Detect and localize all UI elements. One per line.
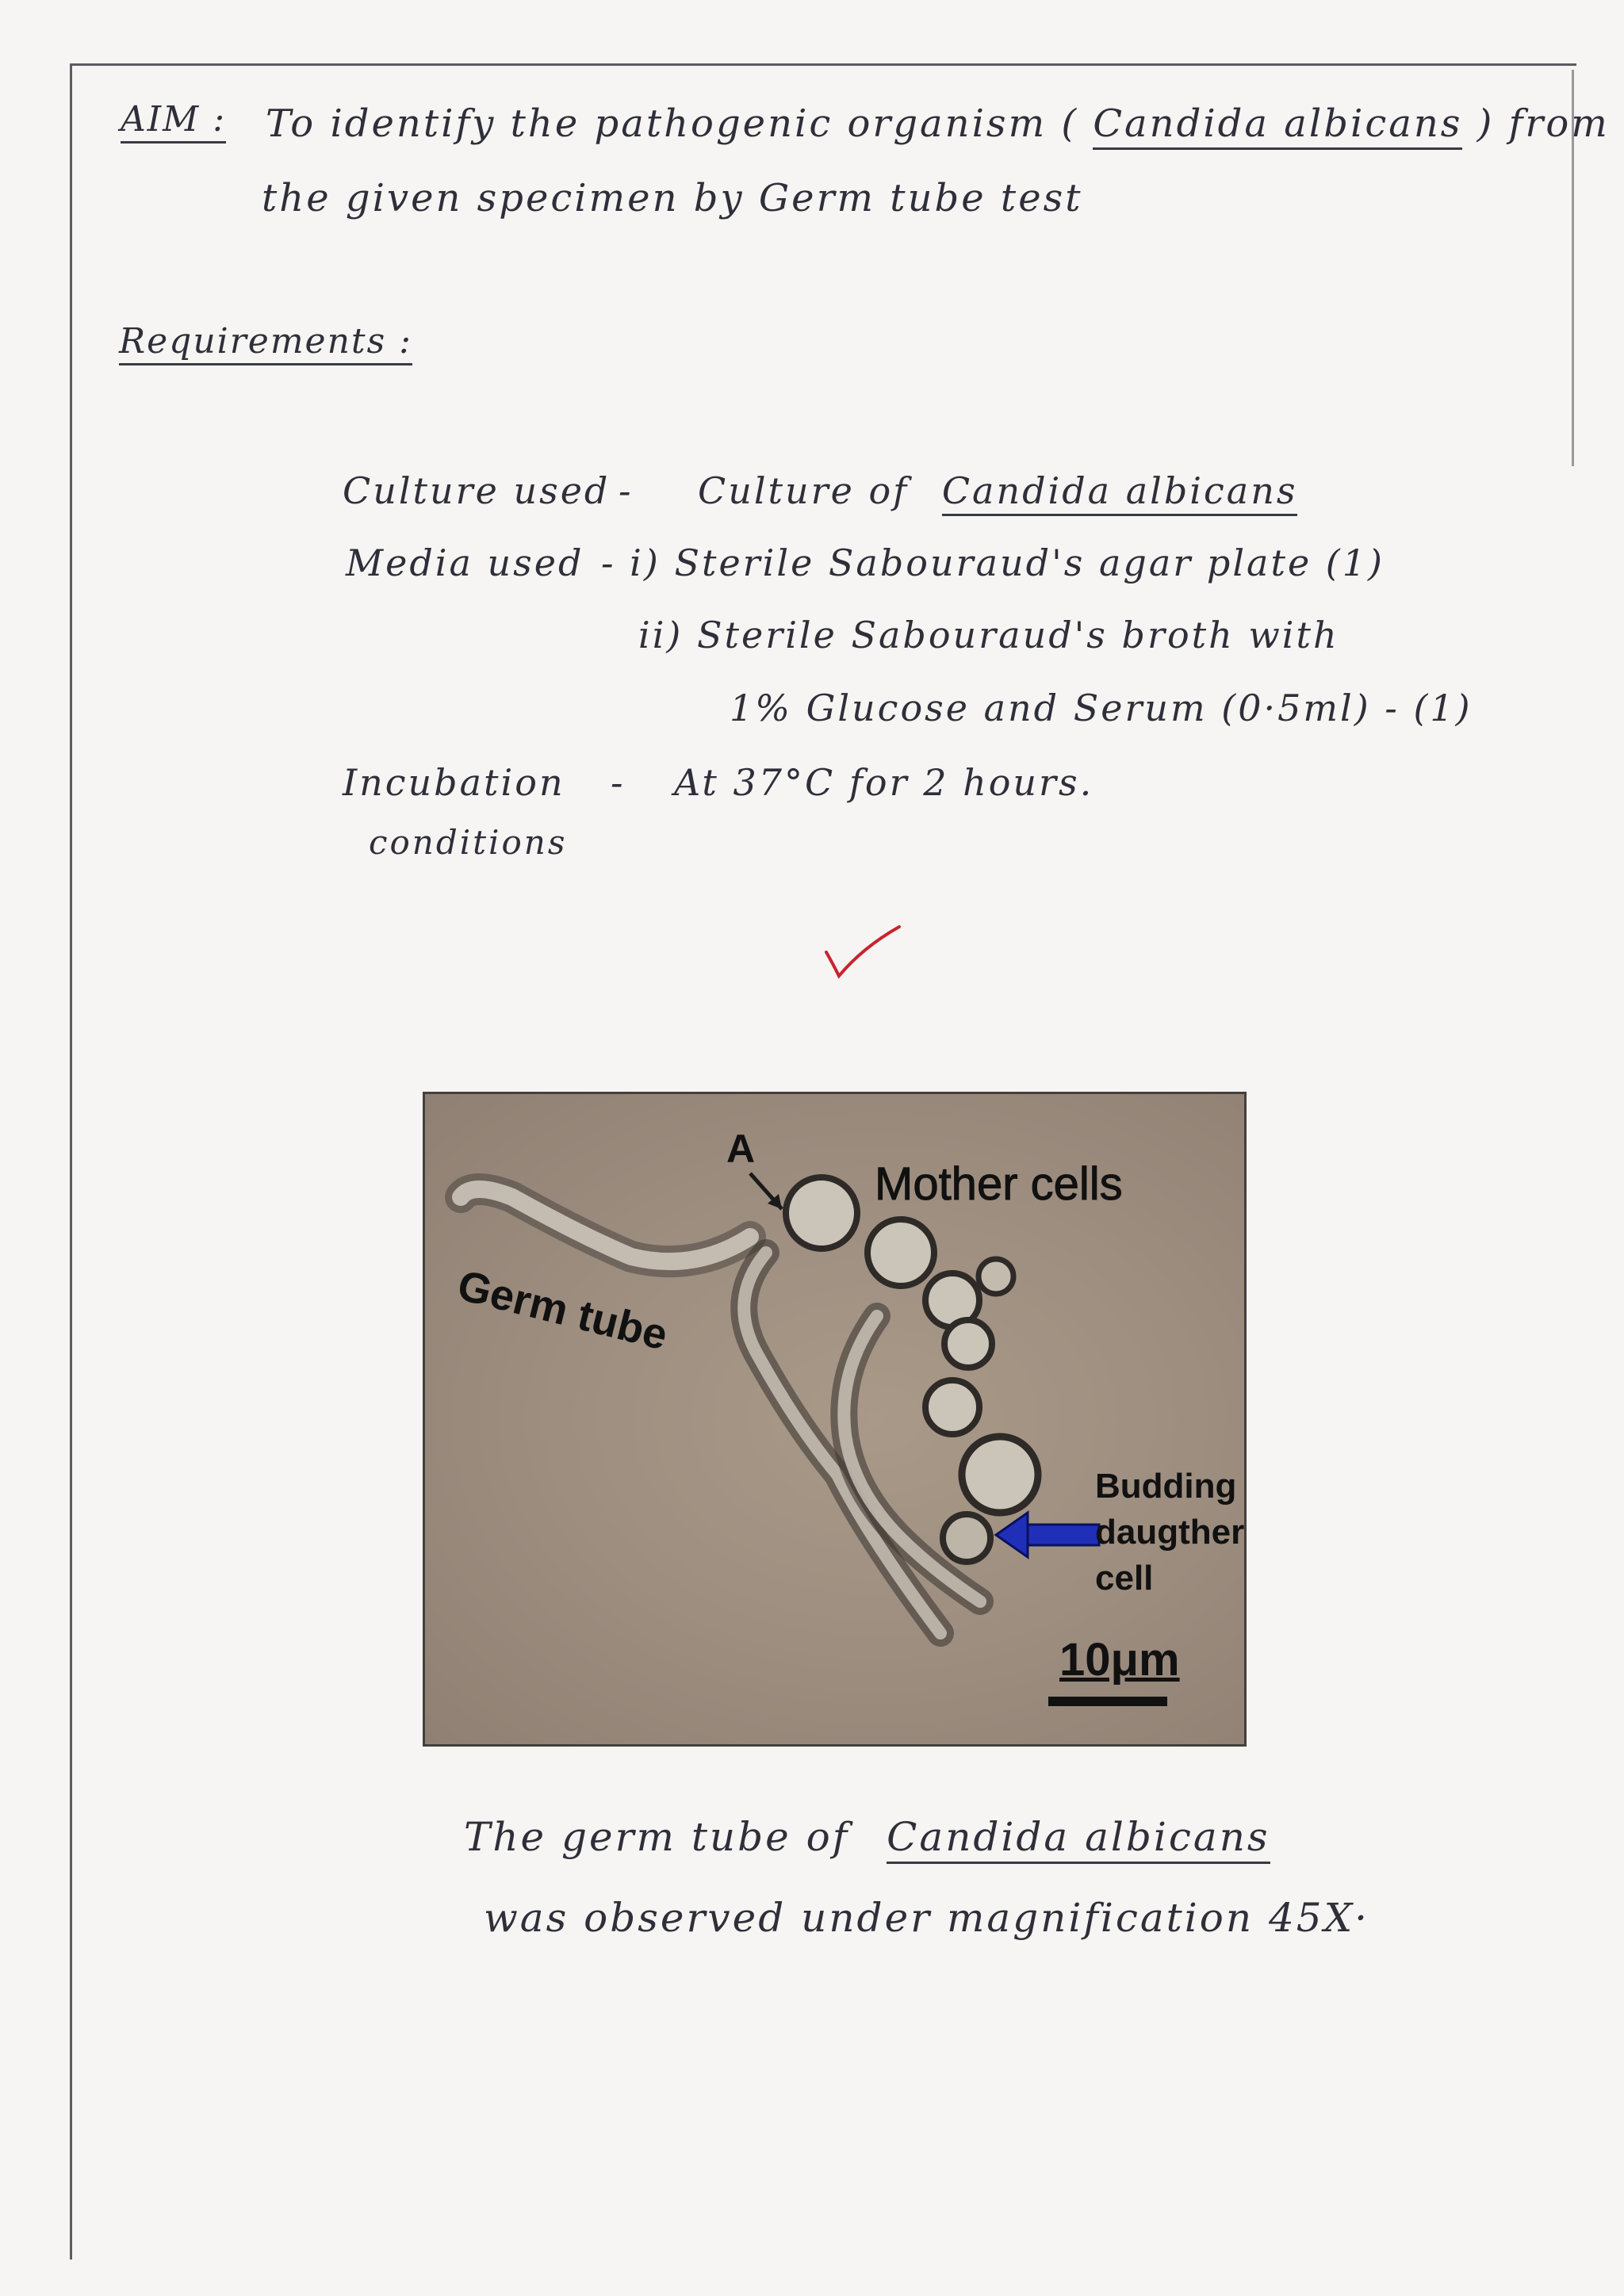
- culture-used-organism: Candida albicans: [942, 469, 1298, 516]
- aim-organism: Candida albicans: [1093, 101, 1462, 150]
- requirements-label-text: Requirements :: [119, 321, 412, 365]
- incubation-value: At 37°C for 2 hours.: [674, 761, 1094, 804]
- culture-used-label: Culture used: [343, 469, 611, 512]
- label-mother-cells: Mother cells: [875, 1158, 1123, 1210]
- micrograph-image: [425, 1094, 1244, 1744]
- media-used-label: Media used: [346, 541, 584, 584]
- scale-bar-label: 10μm: [1059, 1634, 1180, 1686]
- aim-line-1-b: ) from: [1477, 101, 1610, 146]
- label-a: A: [726, 1127, 756, 1171]
- aim-label: [121, 99, 226, 140]
- mother-cell: [944, 1320, 992, 1368]
- scale-bar-line: [1048, 1697, 1167, 1706]
- checkmark-icon: [823, 924, 902, 979]
- label-daughter: daugther: [1095, 1513, 1244, 1552]
- daughter-cell: [943, 1514, 990, 1562]
- label-cell: cell: [1095, 1559, 1154, 1598]
- caption-organism: Candida albicans: [887, 1814, 1270, 1864]
- incubation-dash: -: [611, 761, 626, 804]
- label-germ-tube: Germ tube: [453, 1261, 672, 1360]
- culture-used-dash: -: [619, 469, 634, 512]
- caption-line-1-a: The germ tube of: [464, 1814, 850, 1860]
- mother-cell: [962, 1437, 1038, 1513]
- label-budding: Budding: [1095, 1467, 1237, 1506]
- aim-line-1: [266, 101, 1610, 146]
- top-border: [70, 63, 1576, 66]
- incubation-label-2: conditions: [369, 823, 568, 862]
- aim-line-1-a: To identify the pathogenic organism (: [266, 101, 1079, 146]
- caption-line-1: [464, 1814, 1270, 1860]
- caption-line-2: was observed under magnification 45X·: [484, 1895, 1370, 1941]
- blue-arrow-icon: [1028, 1525, 1099, 1545]
- mother-cell: [868, 1219, 934, 1286]
- left-border: [70, 63, 72, 2260]
- incubation-label: Incubation: [343, 761, 565, 804]
- mother-cell: [979, 1259, 1013, 1294]
- mother-cell: [786, 1177, 857, 1249]
- mother-cell: [925, 1380, 979, 1434]
- requirements-label: [119, 321, 412, 362]
- media-item-2-cont: 1% Glucose and Serum (0·5ml) - (1): [730, 687, 1473, 729]
- aim-label-text: AIM :: [121, 99, 226, 144]
- culture-used-value: [698, 469, 1297, 512]
- media-item-2: ii) Sterile Sabouraud's broth with: [638, 614, 1339, 656]
- aim-line-2: the given specimen by Germ tube test: [262, 176, 1083, 220]
- culture-used-value-a: Culture of: [698, 469, 910, 512]
- media-item-1: - i) Sterile Sabouraud's agar plate (1): [601, 541, 1385, 584]
